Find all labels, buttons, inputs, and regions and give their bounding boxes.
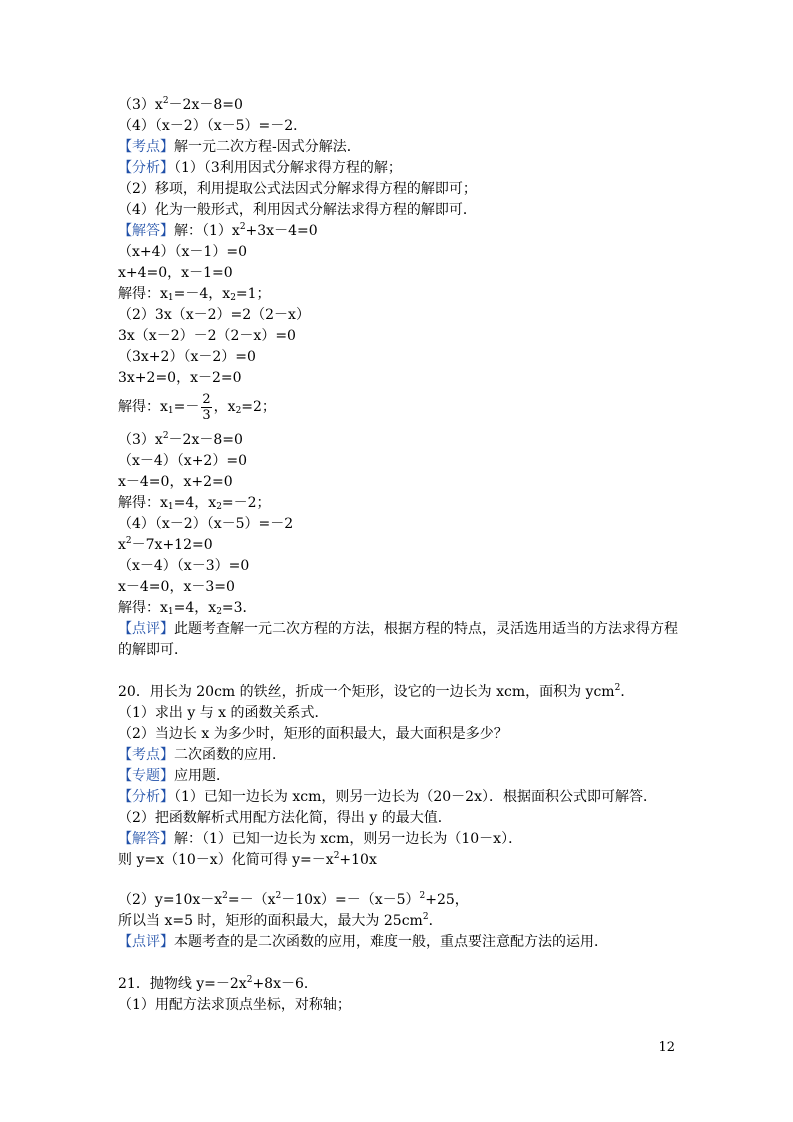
q19-step-2: x+4=0，x－1=0 [118, 265, 233, 281]
q19-step-8: 解得：$x_1=-$ $\frac{2}{3}$ ，$x_2=2$； [118, 391, 276, 423]
q20-step-1: 则 y=x（10－x）化简可得 $y=-x^2+10x$ [118, 851, 377, 868]
q19-step-5: 3x（x－2）－2（2－x）=0 [118, 328, 296, 344]
tag-kaodian: 【考点】 [118, 139, 174, 155]
q20-jieda: 【解答】解：（1）已知一边长为 xcm，则另一边长为（10－x）． [118, 831, 523, 847]
q19-step-10: （x－4）（x+2）=0 [118, 453, 247, 469]
q19-fenxi-2: （2）移项，利用提取公式法因式分解求得方程的解即可； [118, 181, 477, 197]
q21-part1: （1）用配方法求顶点坐标，对称轴； [118, 997, 351, 1013]
q19-step-1: （x+4）（x－1）=0 [118, 244, 247, 260]
q19-dianping-2: 的解即可． [118, 642, 188, 658]
q21-title: 21．抛物线 $y=-2x^2+8x-6$． [118, 975, 318, 992]
q20-zhuanti: 【专题】应用题． [118, 768, 230, 784]
q19-fenxi-3: （4）化为一般形式，利用因式分解法求得方程的解即可． [118, 202, 477, 218]
tag-kaodian: 【考点】 [118, 747, 174, 763]
q19-step-13: （4）（x－2）（x－5）=－2 [118, 516, 294, 532]
q20-title: 20．用长为 20cm 的铁丝，折成一个矩形，设它的一边长为 xcm，面积为 ycm$^2$． [118, 683, 635, 700]
q19-step-6: （3x+2）（x－2）=0 [118, 349, 256, 365]
q19-step-17: 解得：$x_1=4$，$x_2=3$． [118, 600, 257, 617]
q19-step-4: （2）3x（x－2）=2（2－x） [118, 307, 310, 323]
tag-jieda: 【解答】 [118, 223, 174, 239]
q19-step-11: x－4=0，x+2=0 [118, 474, 233, 490]
q19-part3: $(3)x^2-2x-8=0$ [118, 96, 243, 113]
q19-part4: （4）（x－2）（x－5）=－2． [118, 118, 308, 134]
q19-step-16: x－4=0，x－3=0 [118, 579, 235, 595]
q19-fenxi: 【分析】（1）（3利用因式分解求得方程的解； [118, 160, 402, 176]
q19-step-7: 3x+2=0，x－2=0 [118, 370, 242, 386]
q20-step-2: $(2)y=10x-x^2=-(x^2-10x)=-(x-5)^2+25$， [118, 891, 469, 908]
q20-fenxi: 【分析】（1）已知一边长为 xcm，则另一边长为（20－2x）．根据面积公式即可解答． [118, 789, 657, 805]
q19-dianping: 【点评】此题考查解一元二次方程的方法，根据方程的特点，灵活选用适当的方法求得方程 [118, 621, 678, 637]
q20-dianping: 【点评】本题考查的是二次函数的应用，难度一般，重点要注意配方法的运用． [118, 934, 608, 950]
q19-jieda: 【解答】解：$(1)x^2+3x-4=0$ [118, 222, 318, 239]
q20-fenxi-2: （2）把函数解析式用配方法化简，得出 y 的最大值． [118, 810, 452, 826]
page-number: 12 [658, 1040, 675, 1055]
q20-kaodian: 【考点】二次函数的应用． [118, 747, 286, 763]
q19-step-3: 解得：$x_1=-4$，$x_2=1$； [118, 286, 271, 303]
q19-step-14: $x^2-7x+12=0$ [118, 536, 213, 553]
q19-step-15: （x－4）（x－3）=0 [118, 558, 250, 574]
tag-dianping: 【点评】 [118, 621, 174, 637]
fraction: $\frac{2}{3}$ [202, 391, 211, 423]
q20-step-3: 所以当 x=5 时，矩形的面积最大，最大为 $25cm^2$． [118, 912, 443, 929]
tag-zhuanti: 【专题】 [118, 768, 174, 784]
tag-jieda: 【解答】 [118, 831, 174, 847]
q20-part1: （1）求出 y 与 x 的函数关系式． [118, 705, 329, 721]
tag-dianping: 【点评】 [118, 934, 174, 950]
tag-fenxi: 【分析】 [118, 160, 174, 176]
q19-kaodian: 【考点】解一元二次方程-因式分解法． [118, 139, 361, 155]
q19-step-9: $(3)x^2-2x-8=0$ [118, 431, 243, 448]
q20-part2: （2）当边长 x 为多少时，矩形的面积最大，最大面积是多少？ [118, 726, 508, 742]
tag-fenxi: 【分析】 [118, 789, 174, 805]
q19-step-12: 解得：$x_1=4$，$x_2=-2$； [118, 495, 271, 512]
